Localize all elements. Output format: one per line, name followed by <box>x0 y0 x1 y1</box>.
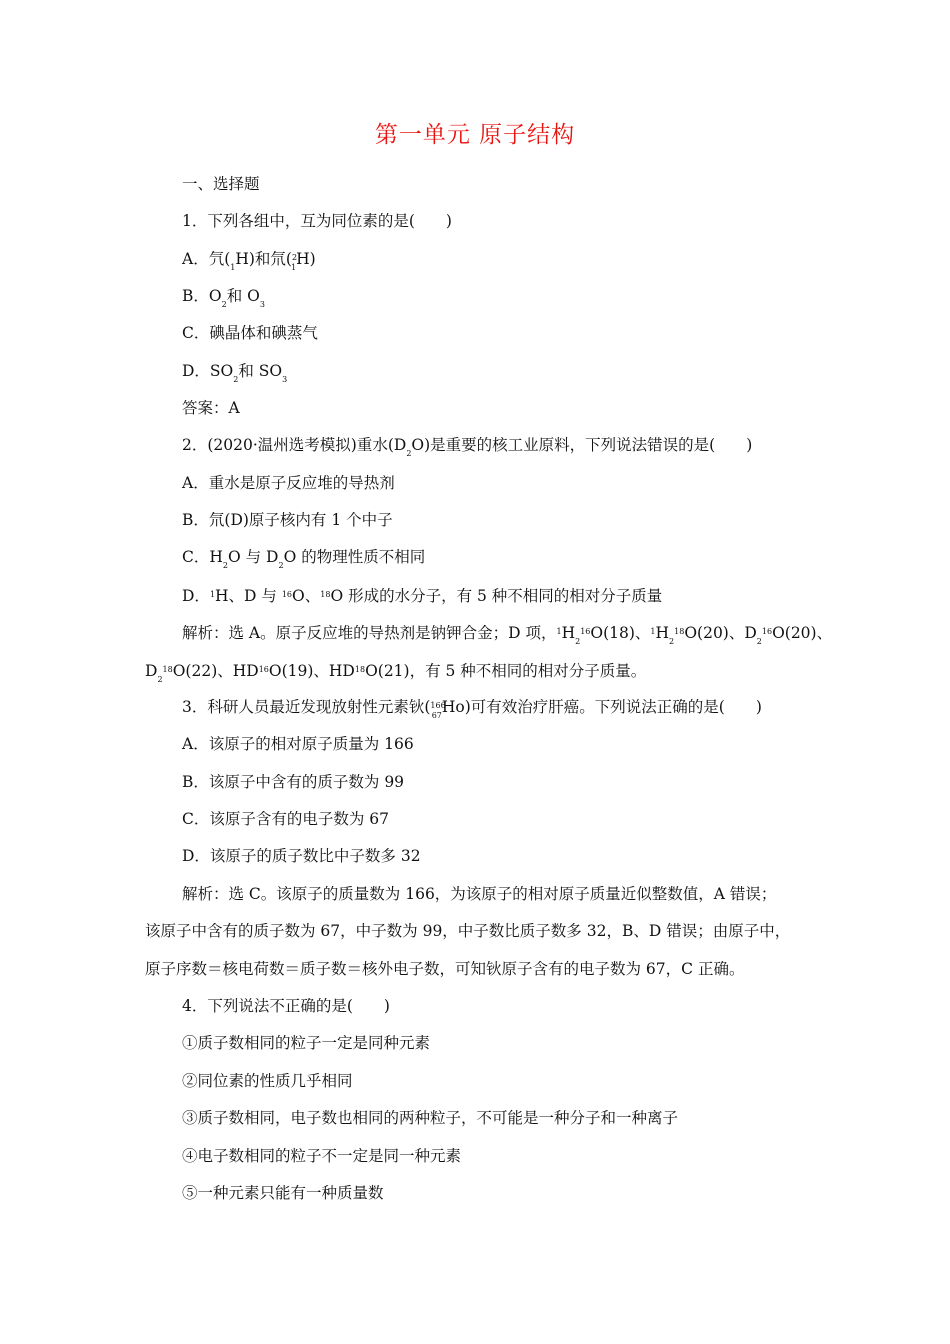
question-3-explanation-line-2: 该原子中含有的质子数为 67，中子数为 99，中子数比质子数多 32，B、D 错误；由原子中， <box>145 922 791 940</box>
question-4-item-3: ③质子数相同，电子数也相同的两种粒子，不可能是一种分子和一种离子 <box>182 1109 679 1127</box>
question-1-option-a: A．氕$(_1H)$和氘($^2_1$H) <box>182 250 316 272</box>
question-4-item-2: ②同位素的性质几乎相同 <box>182 1072 353 1090</box>
page-title: 第一单元 原子结构 <box>374 122 576 148</box>
question-4-item-4: ④电子数相同的粒子不一定是同一种元素 <box>182 1147 462 1165</box>
question-4-item-1: ①质子数相同的粒子一定是同种元素 <box>182 1034 431 1052</box>
question-3-option-b: B．该原子中含有的质子数为 99 <box>182 773 405 791</box>
question-2-explanation-line-2: $D_2^{18}O(22)$、HD$^{16}$O(19)、HD$^{18}$O(21)，有 5 种不相同的相对分子质量。 <box>145 662 647 684</box>
question-3-option-d: D．该原子的质子数比中子数多 32 <box>182 847 421 865</box>
question-4-stem: 4．下列说法不正确的是( ) <box>182 997 390 1015</box>
question-3-stem: 3．科研人员最近发现放射性元素钬($^{166}_{67}$Ho)可有效治疗肝癌。下列说法正确的是( ) <box>182 698 762 720</box>
question-1-option-b: B．$O_2$和 $O_3$ <box>182 287 265 309</box>
question-3-explanation-line-3: 原子序数＝核电荷数＝质子数＝核外电子数，可知钬原子含有的电子数为 67，C 正确。 <box>145 960 745 978</box>
question-4-item-5: ⑤一种元素只能有一种质量数 <box>182 1184 384 1202</box>
section-heading: 一、选择题 <box>182 175 260 193</box>
question-1-stem: 1．下列各组中，互为同位素的是( ) <box>182 212 452 230</box>
question-2-stem: 2．(2020·温州选考模拟)重水$(D_2O)$是重要的核工业原料，下列说法错误的是( ) <box>182 436 753 458</box>
question-2-option-b: B．氘(D)原子核内有 1 个中子 <box>182 511 393 529</box>
question-3-explanation-line-1: 解析：选 C。该原子的质量数为 166，为该原子的相对原子质量近似整数值，A 错误； <box>182 885 777 903</box>
question-2-option-d: D．$^1$H、D 与 $^{16}$O、$^{18}$O 形成的水分子，有 5 种不相同的相对分子质量 <box>182 587 663 605</box>
question-3-option-c: C．该原子含有的电子数为 67 <box>182 810 390 828</box>
question-1-option-c: C．碘晶体和碘蒸气 <box>182 324 318 342</box>
question-1-option-d: D．$SO_2$和 $SO_3$ <box>182 362 288 384</box>
question-2-explanation-line-1: 解析：选 A。原子反应堆的导热剂是钠钾合金；D 项，$^1H_2^{16}O(18)$、$^1H_2^{18}O(20)$、$D_2^{16}O(20)$、 <box>182 624 833 646</box>
question-1-answer: 答案：A <box>182 399 240 417</box>
question-3-option-a: A．该原子的相对原子质量为 166 <box>182 735 414 753</box>
question-2-option-c: C．$H_2O$ 与 $D_2O$ 的物理性质不相同 <box>182 548 426 570</box>
question-2-option-a: A．重水是原子反应堆的导热剂 <box>182 474 395 492</box>
